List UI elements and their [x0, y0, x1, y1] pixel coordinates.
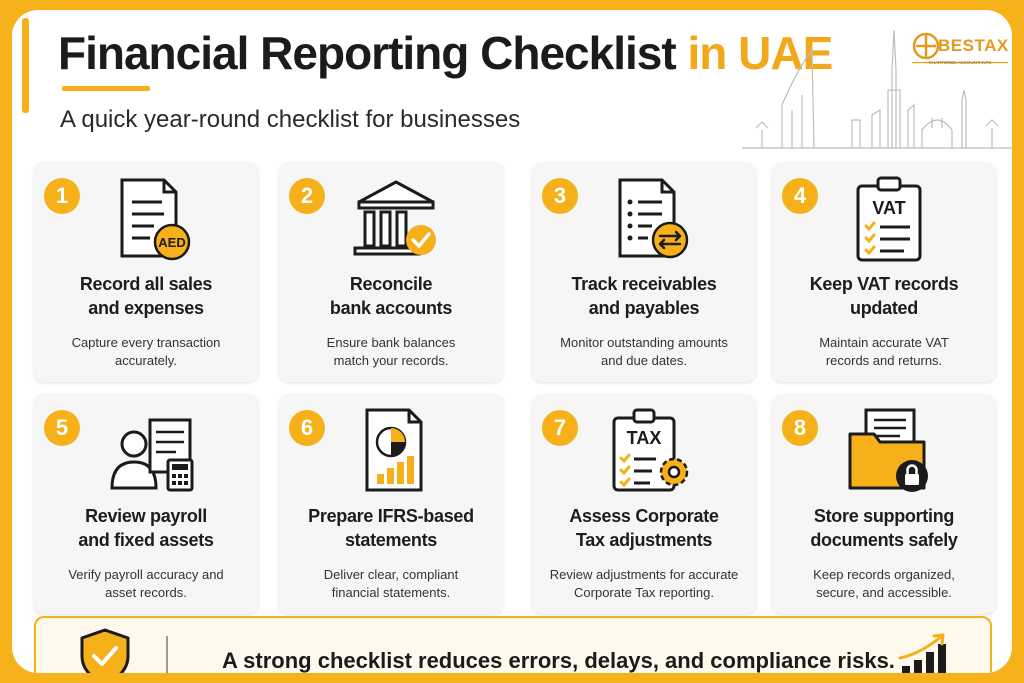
card-title: Track receivables and payables — [571, 274, 717, 318]
checklist-card — [772, 394, 996, 614]
page-subtitle: A quick year-round checklist for businesses — [60, 106, 521, 133]
title-main: Financial Reporting Checklist — [58, 27, 676, 79]
card-description: Monitor outstanding amounts and due dates. — [560, 335, 728, 368]
summary-banner — [34, 616, 992, 673]
infographic-frame — [12, 10, 1012, 673]
step-badge: 6 — [289, 410, 325, 446]
card-description: Verify payroll accuracy and asset records. — [68, 567, 224, 600]
banner-text: A strong checklist reduces errors, delays, and compliance risks. — [222, 648, 895, 673]
shield-check-icon — [76, 626, 134, 673]
tax-clipboard-gear-icon — [604, 404, 694, 496]
card-title: Prepare IFRS-based statements — [308, 506, 474, 550]
card-title: Assess Corporate Tax adjustments — [569, 506, 719, 550]
checklist-card — [532, 162, 756, 382]
title-accent: in UAE — [687, 27, 833, 79]
step-badge: 7 — [542, 410, 578, 446]
folder-lock-icon — [844, 404, 934, 496]
checklist-card — [279, 162, 503, 382]
vat-clipboard-icon — [844, 172, 934, 264]
card-description: Capture every transaction accurately. — [71, 335, 221, 368]
step-badge: 8 — [782, 410, 818, 446]
checklist-card — [279, 394, 503, 614]
title-accent-bar — [22, 18, 29, 113]
card-title: Review payroll and fixed assets — [78, 506, 214, 550]
card-description: Review adjustments for accurate Corporate Tax reporting. — [549, 567, 739, 600]
step-badge: 4 — [782, 178, 818, 214]
checklist-card — [34, 162, 258, 382]
svg-text:TAX: TAX — [626, 428, 662, 448]
card-description: Keep records organized, secure, and accessible. — [813, 567, 955, 600]
step-badge: 5 — [44, 410, 80, 446]
checklist-card — [34, 394, 258, 614]
bank-check-icon — [351, 172, 441, 264]
logo-tagline: CHARTERED ACCOUNTANTS — [928, 60, 992, 65]
card-title: Store supporting documents safely — [810, 506, 958, 550]
checklist-grid — [34, 162, 992, 608]
logo-name: BESTAX — [938, 36, 1009, 55]
growth-chart-icon — [896, 632, 952, 673]
payroll-calculator-icon — [96, 404, 206, 496]
checklist-card — [772, 162, 996, 382]
aed-document-icon — [106, 172, 196, 264]
step-badge: 2 — [289, 178, 325, 214]
step-badge: 1 — [44, 178, 80, 214]
page-title — [58, 26, 832, 80]
step-badge: 3 — [542, 178, 578, 214]
checklist-exchange-icon — [604, 172, 694, 264]
banner-divider — [166, 636, 168, 673]
svg-text:VAT: VAT — [872, 198, 906, 218]
checklist-card — [532, 394, 756, 614]
card-description: Ensure bank balances match your records. — [326, 335, 456, 368]
report-chart-icon — [351, 404, 441, 496]
card-title: Keep VAT records updated — [809, 274, 959, 318]
card-description: Deliver clear, compliant financial statements. — [323, 567, 459, 600]
card-description: Maintain accurate VAT records and returns. — [819, 335, 949, 368]
svg-text:AED: AED — [158, 235, 186, 250]
card-title: Record all sales and expenses — [79, 274, 213, 318]
card-title: Reconcile bank accounts — [329, 274, 453, 318]
title-underline — [62, 86, 150, 91]
